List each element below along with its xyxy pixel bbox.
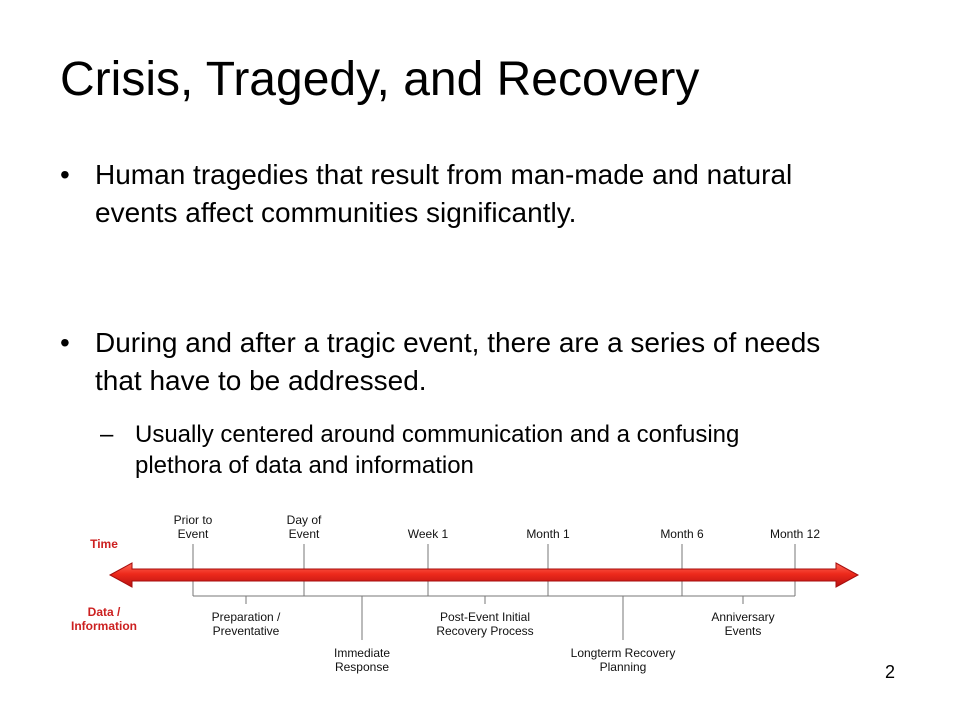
phase-label: Preparation / Preventative bbox=[211, 610, 281, 638]
phase-label: Immediate Response bbox=[333, 646, 391, 674]
bullet-1 bbox=[60, 156, 860, 232]
phase-label: Longterm Recovery Planning bbox=[570, 646, 676, 674]
milestone-label: Month 12 bbox=[769, 527, 821, 541]
milestone-label: Week 1 bbox=[407, 527, 449, 541]
timeline-arrow bbox=[110, 563, 858, 587]
milestone-label: Day of Event bbox=[286, 513, 322, 541]
milestone-label: Prior to Event bbox=[173, 513, 213, 541]
time-label: Time bbox=[90, 537, 118, 551]
bullet-marker: • bbox=[60, 327, 70, 358]
milestone-label: Month 1 bbox=[526, 527, 570, 541]
milestone-label: Month 6 bbox=[660, 527, 704, 541]
bullet-marker: • bbox=[60, 159, 70, 190]
bullet-2 bbox=[60, 324, 860, 400]
phase-label: Post-Event Initial Recovery Process bbox=[436, 610, 534, 638]
bullet-text: During and after a tragic event, there are a series of needs that have to be addressed. bbox=[95, 327, 821, 396]
data-information-label: Data / Information bbox=[71, 605, 137, 633]
phase-label: Anniversary Events bbox=[711, 610, 775, 638]
timeline-diagram bbox=[0, 500, 900, 685]
sub-bullet-1 bbox=[100, 419, 820, 481]
sub-bullet-marker: – bbox=[100, 421, 114, 448]
slide-title: Crisis, Tragedy, and Recovery bbox=[60, 53, 700, 106]
page-number: 2 bbox=[885, 662, 896, 682]
bullet-text: Human tragedies that result from man-made and natural events affect communities significantly. bbox=[95, 159, 793, 228]
sub-bullet-text: Usually centered around communication and a confusing plethora of data and information bbox=[135, 421, 740, 479]
